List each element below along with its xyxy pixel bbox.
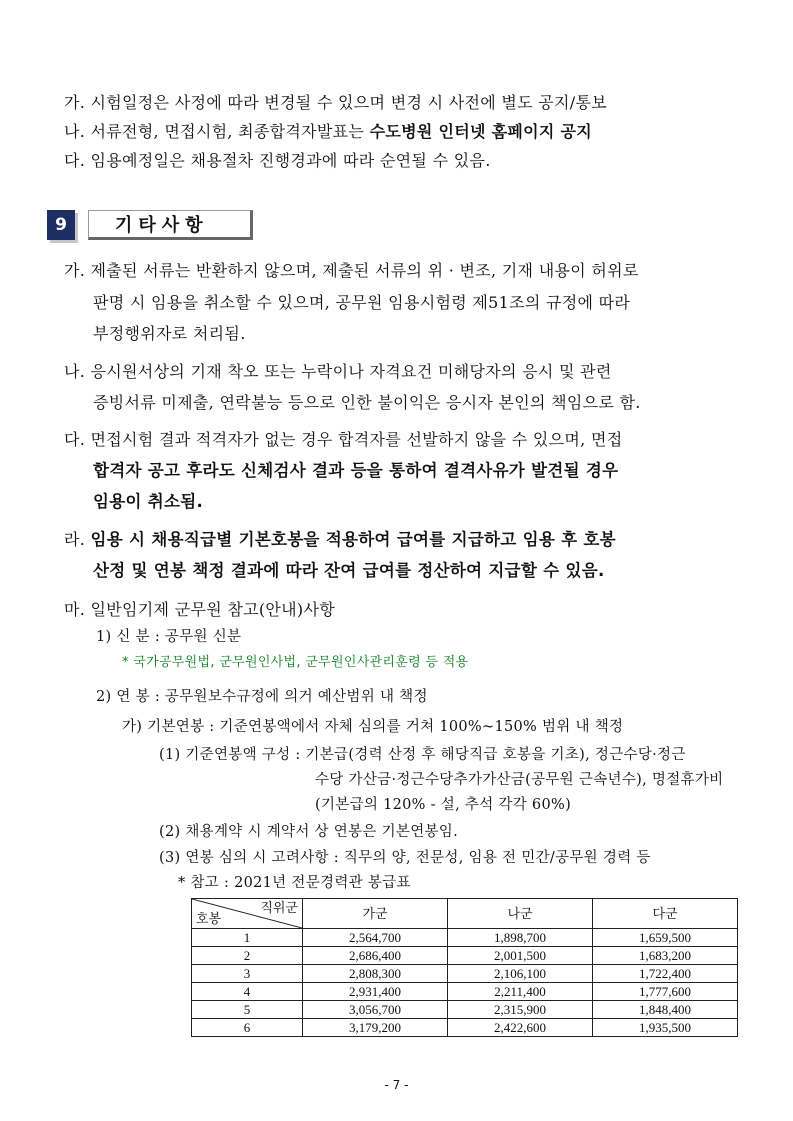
pay-cell: 3,056,700 [303, 1001, 448, 1019]
item-ma: 마. 일반임기제 군무원 참고(안내)사항 [64, 600, 335, 619]
table-note: * 참고 : 2021년 전문경력관 봉급표 [178, 875, 411, 891]
item-base-2: (2) 채용계약 시 계약서 상 연봉은 기본연봉임. [159, 824, 459, 840]
schedule-note-na [64, 122, 592, 142]
pay-cell: 1,848,400 [593, 1001, 738, 1019]
table-row [192, 983, 738, 1001]
column-header: 나군 [448, 899, 593, 929]
table-row [192, 965, 738, 983]
step-cell: 1 [192, 929, 303, 947]
pay-cell: 2,106,100 [448, 965, 593, 983]
item-ra-prefix: 라. [64, 530, 91, 549]
pay-table [191, 898, 738, 1037]
pay-cell: 2,422,600 [448, 1019, 593, 1037]
schedule-note-da: 다. 임용예정일은 채용절차 진행경과에 따라 순연될 수 있음. [64, 151, 491, 170]
item-ga-line-3: 부정행위자로 처리됨. [93, 324, 246, 343]
pay-cell: 1,683,200 [593, 947, 738, 965]
item-status-note: * 국가공무원법, 군무원인사법, 군무원인사관리훈령 등 적용 [122, 655, 469, 670]
pay-cell: 2,001,500 [448, 947, 593, 965]
item-salary: 2) 연 봉 : 공무원보수규정에 의거 예산범위 내 책정 [96, 689, 428, 705]
item-base-1-line-3: (기본급의 120% - 설, 추석 각각 60%) [315, 797, 572, 813]
pay-cell: 3,179,200 [303, 1019, 448, 1037]
pay-cell: 1,722,400 [593, 965, 738, 983]
item-ra-emphasis-1: 임용 시 채용직급별 기본호봉을 적용하여 급여를 지급하고 임용 후 호봉 [90, 530, 616, 549]
column-header: 가군 [303, 899, 448, 929]
section-number-badge: 9 [47, 210, 75, 240]
item-na-line-2: 증빙서류 미제출, 연락불능 등으로 인한 불이익은 응시자 본인의 책임으로 함. [93, 393, 641, 412]
table-row [192, 947, 738, 965]
schedule-note-ga: 가. 시험일정은 사정에 따라 변경될 수 있으며 변경 시 사전에 별도 공지/통보 [64, 93, 608, 112]
pay-table-header [192, 899, 738, 929]
item-ga-line-2: 판명 시 임용을 취소할 수 있으며, 공무원 임용시험령 제51조의 규정에 따라 [93, 293, 631, 312]
pay-cell: 2,931,400 [303, 983, 448, 1001]
pay-cell: 1,898,700 [448, 929, 593, 947]
item-ra-line-2: 산정 및 연봉 책정 결과에 따라 잔여 급여를 정산하여 지급할 수 있음. [93, 561, 605, 580]
item-status: 1) 신 분 : 공무원 신분 [96, 629, 242, 645]
pay-cell: 1,659,500 [593, 929, 738, 947]
column-header: 다군 [593, 899, 738, 929]
schedule-note-na-emphasis: 수도병원 인터넷 홈페이지 공지 [369, 122, 593, 141]
item-da-line-3: 임용이 취소됨. [93, 492, 204, 511]
page-number: - 7 - [384, 1078, 409, 1092]
pay-cell: 2,564,700 [303, 929, 448, 947]
item-da-line-2: 합격자 공고 후라도 신체검사 결과 등을 통하여 결격사유가 발견될 경우 [93, 461, 619, 480]
pay-cell: 2,686,400 [303, 947, 448, 965]
item-base-1-line-1: (1) 기준연봉액 구성 : 기본급(경력 산정 후 해당직급 호봉을 기초), 정근수당·정근 [159, 747, 686, 763]
pay-cell: 1,777,600 [593, 983, 738, 1001]
pay-cell: 1,935,500 [593, 1019, 738, 1037]
section-title: 기타사항 [88, 210, 253, 240]
pay-table-corner [192, 899, 303, 929]
item-ga-line-1: 가. 제출된 서류는 반환하지 않으며, 제출된 서류의 위 · 변조, 기재 내용이 허위로 [64, 261, 639, 280]
item-ra-line-1 [64, 530, 616, 550]
table-row [192, 1019, 738, 1037]
item-base: 가) 기본연봉 : 기준연봉액에서 자체 심의를 거쳐 100%~150% 범위 내 책정 [122, 719, 624, 735]
corner-top-label: 직위군 [260, 900, 298, 915]
pay-cell: 2,315,900 [448, 1001, 593, 1019]
table-row [192, 929, 738, 947]
item-na-line-1: 나. 응시원서상의 기재 착오 또는 누락이나 자격요건 미해당자의 응시 및 관련 [64, 362, 612, 381]
item-da-line-1: 다. 면접시험 결과 적격자가 없는 경우 합격자를 선발하지 않을 수 있으며, 면접 [64, 430, 623, 449]
pay-cell: 2,808,300 [303, 965, 448, 983]
table-row [192, 1001, 738, 1019]
step-cell: 5 [192, 1001, 303, 1019]
corner-bottom-label: 호봉 [196, 911, 222, 926]
schedule-note-na-text: 나. 서류전형, 면접시험, 최종합격자발표는 [64, 122, 370, 141]
pay-cell: 2,211,400 [448, 983, 593, 1001]
item-base-3: (3) 연봉 심의 시 고려사항 : 직무의 양, 전문성, 임용 전 민간/공무원 경력 등 [159, 850, 651, 866]
step-cell: 2 [192, 947, 303, 965]
step-cell: 4 [192, 983, 303, 1001]
item-base-1-line-2: 수당 가산금·정근수당추가가산금(공무원 근속년수), 명절휴가비 [315, 772, 724, 788]
step-cell: 3 [192, 965, 303, 983]
step-cell: 6 [192, 1019, 303, 1037]
